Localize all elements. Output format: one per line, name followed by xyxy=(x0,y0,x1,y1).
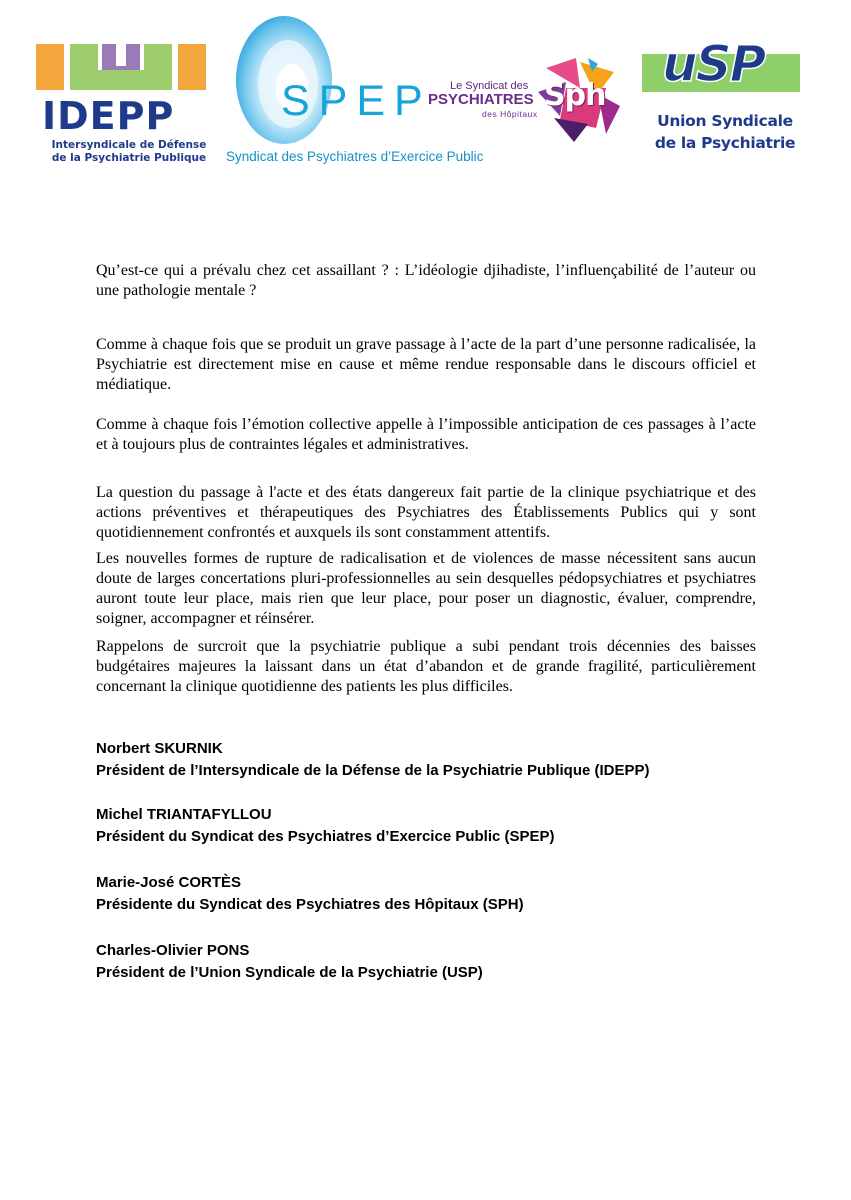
paragraph-psychiatry-blamed: Comme à chaque fois que se produit un grave passage à l’acte de la part d’une personne radicalisée, la Psychiatrie est directement mise en cause et même rendue responsable dans le discours officiel et médiatique. xyxy=(96,336,756,393)
paragraph-dangerous-states: La question du passage à l'acte et des états dangereux fait partie de la clinique psychiatrique et des actions préventives et thérapeutiques des Psychiatres des Établissements Publics qui y sont quotidiennement confrontés et auxquels ils sont constamment attentifs. xyxy=(96,484,756,541)
paragraph-collective-emotion: Comme à chaque fois l’émotion collective appelle à l’impossible anticipation de ces passages à l’acte et à toujours plus de contraintes légales et administratives. xyxy=(96,416,756,453)
sph-line1: Le Syndicat des xyxy=(450,80,529,92)
idepp-emblem xyxy=(36,44,206,94)
idepp-title: IDEPP xyxy=(42,94,175,138)
usp-logo xyxy=(640,35,804,160)
spep-title: SPEP xyxy=(281,77,432,125)
signatory-name: Norbert SKURNIK xyxy=(96,740,223,757)
sph-mark: Sph xyxy=(544,78,606,113)
signatory-1 xyxy=(96,738,650,782)
usp-line2: de la Psychiatrie xyxy=(654,134,796,152)
sph-line3: des Hôpitaux xyxy=(482,109,538,119)
signatory-title: Président de l’Union Syndicale de la Psychiatrie (USP) xyxy=(96,964,483,981)
usp-line1: Union Syndicale xyxy=(657,112,793,130)
paragraph-budget-cuts: Rappelons de surcroit que la psychiatrie publique a subi pendant trois décennies des baisses budgétaires majeures la laissant dans un état d’abandon et de grande fragilité, particulièrement concernant la clinique quotidienne des patients les plus difficiles. xyxy=(96,638,756,695)
paragraph-new-forms: Les nouvelles formes de rupture de radicalisation et de violences de masse nécessitent sans aucun doute de larges concertations pluri-professionnelles au sein desquelles pédopsychiatres et psychiatres auront toute leur place, mais rien que leur place, pour poser un diagnostic, évaluer, comprendre, soigner, accompagner et réinsérer. xyxy=(96,550,756,627)
idepp-subtitle-line1: Intersyndicale de Défense xyxy=(51,139,207,151)
idepp-logo xyxy=(36,44,208,164)
signatory-3 xyxy=(96,872,524,916)
signatory-title: Président du Syndicat des Psychiatres d’Exercice Public (SPEP) xyxy=(96,828,555,845)
signatory-title: Présidente du Syndicat des Psychiatres des Hôpitaux (SPH) xyxy=(96,896,524,913)
signatory-title: Président de l’Intersyndicale de la Défense de la Psychiatrie Publique (IDEPP) xyxy=(96,762,650,779)
signatory-4 xyxy=(96,940,483,984)
usp-mark: uSP xyxy=(662,35,765,93)
signatory-name: Michel TRIANTAFYLLOU xyxy=(96,806,272,823)
spep-subtitle: Syndicat des Psychiatres d’Exercice Public xyxy=(226,149,484,164)
signatory-name: Charles-Olivier PONS xyxy=(96,942,250,959)
signatory-2 xyxy=(96,804,555,848)
idepp-subtitle xyxy=(44,139,214,165)
paragraph-question: Qu’est-ce qui a prévalu chez cet assaillant ? : L’idéologie djihadiste, l’influençabilité de l’auteur ou une pathologie mentale ? xyxy=(96,262,756,299)
signatory-name: Marie-José CORTÈS xyxy=(96,874,242,891)
sph-line2: PSYCHIATRES xyxy=(428,91,534,108)
sph-logo xyxy=(428,58,620,142)
idepp-subtitle-line2: de la Psychiatrie Publique xyxy=(51,152,207,164)
